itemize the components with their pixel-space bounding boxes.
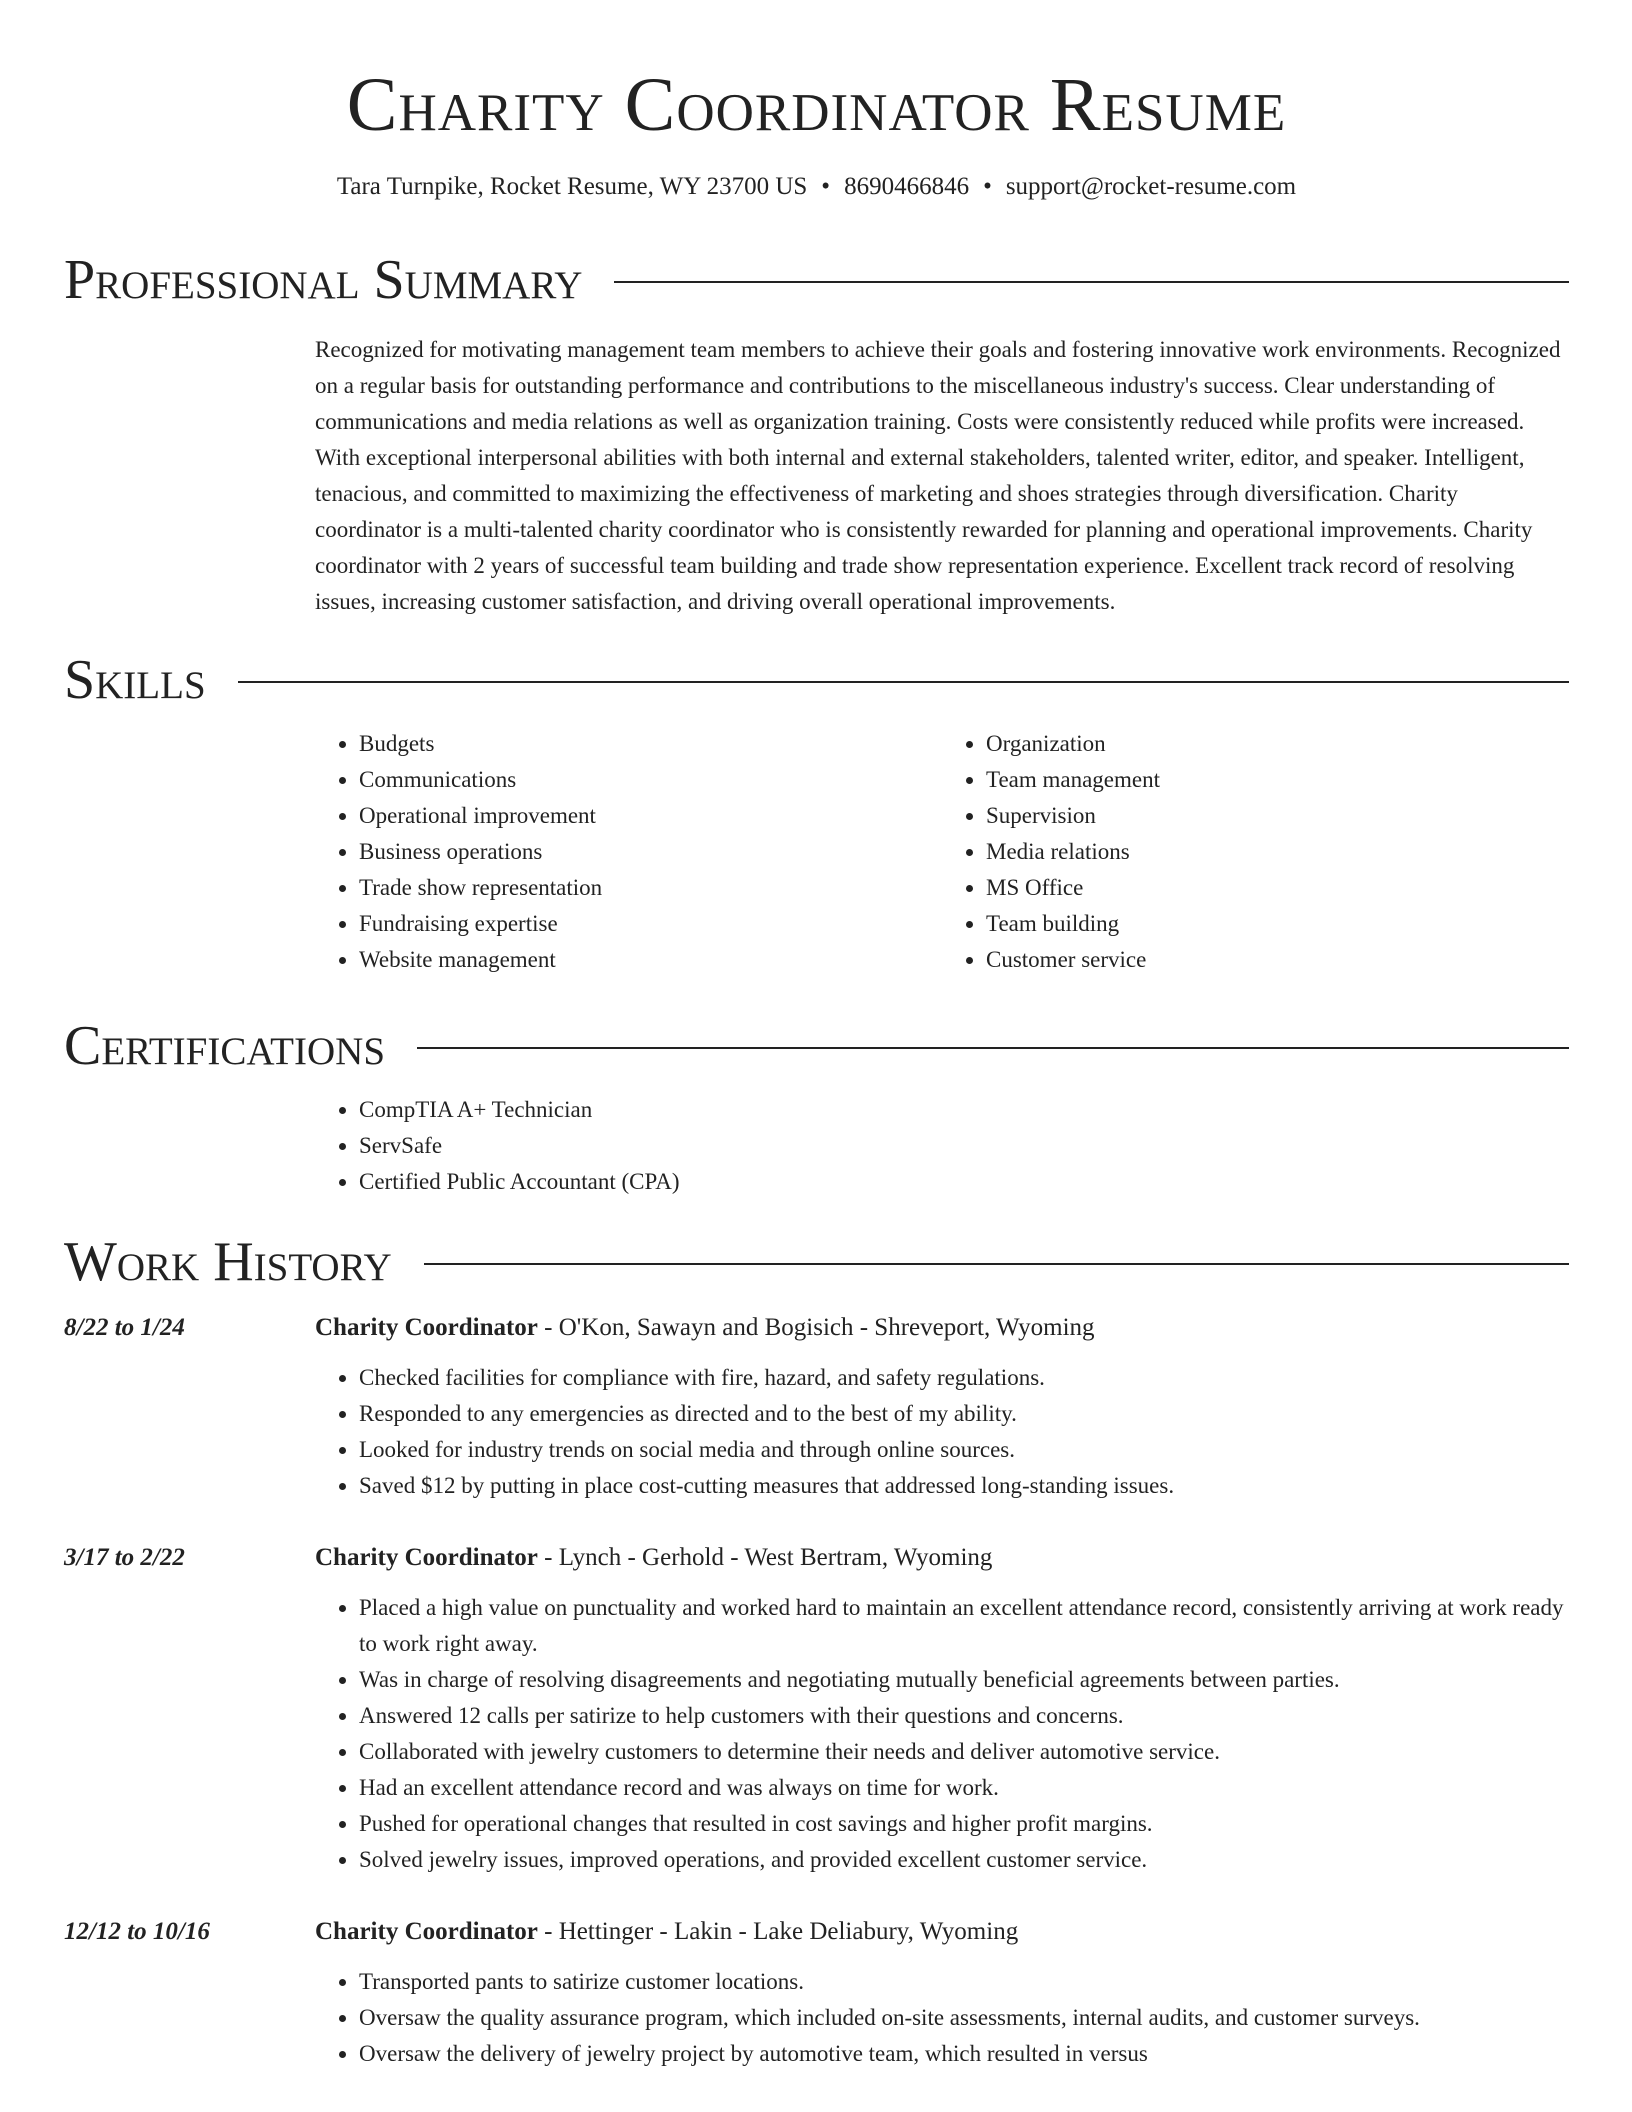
contact-separator: • [821,173,831,200]
skill-item: • Website management [359,942,942,978]
job-dates: 12/12 to 10/16 [64,1918,210,1945]
section-divider [238,681,1569,683]
job-bullet: • Solved jewelry issues, improved operations, and provided excellent customer service. [359,1842,1569,1878]
skill-item: • Trade show representation [359,870,942,906]
job-bullet: • Placed a high value on punctuality and worked hard to maintain an excellent attendance record, consistently arriving at work ready to work right away. [359,1590,1569,1662]
contact-separator: • [983,173,992,200]
job-bullet: • Saved $12 by putting in place cost-cutting measures that addressed long-standing issues. [359,1468,1569,1504]
job-entry [64,1540,1569,1878]
job-bullet: • Had an excellent attendance record and was always on time for work. [359,1770,1569,1806]
job-header [64,1914,1569,1950]
summary-section-heading [64,248,1569,312]
skills-list-left [315,726,942,978]
job-bullet: • Looked for industry trends on social media and through online sources. [359,1432,1569,1468]
skills-section-heading [64,648,1569,712]
job-employer-location: - O'Kon, Sawayn and Bogisich - Shreveport, Wyoming [537,1314,1095,1341]
skill-item: • Business operations [359,834,942,870]
skill-item: • Team building [986,906,1569,942]
certification-item: • ServSafe [359,1128,1569,1164]
contact-phone: 8690466846 [844,173,970,200]
section-divider [417,1047,1569,1049]
job-entry [64,1914,1569,2072]
resume-page [64,0,1569,2072]
job-title: Charity Coordinator [315,1314,538,1341]
certifications-section-heading [64,1014,1569,1078]
resume-title: Charity Coordinator Resume [346,63,1287,147]
job-employer-location: - Lynch - Gerhold - West Bertram, Wyoming [537,1544,993,1571]
job-bullet: • Checked facilities for compliance with fire, hazard, and safety regulations. [359,1360,1569,1396]
skill-item: • Fundraising expertise [359,906,942,942]
work-history-list [64,1310,1569,2072]
skills-list-right [942,726,1569,978]
job-title-line [315,1540,992,1576]
skills-columns [315,726,1569,978]
skill-item: • Customer service [986,942,1569,978]
skill-item: • Media relations [986,834,1569,870]
job-title: Charity Coordinator [315,1544,538,1571]
skill-item: • Supervision [986,798,1569,834]
job-header [64,1540,1569,1576]
job-bullet: • Collaborated with jewelry customers to determine their needs and deliver automotive service. [359,1734,1569,1770]
section-divider [424,1263,1569,1265]
skill-item: • Organization [986,726,1569,762]
work-history-section-heading [64,1230,1569,1294]
job-bullets [315,1964,1569,2072]
job-title-line [315,1914,1018,1950]
job-header [64,1310,1569,1346]
summary-text: Recognized for motivating management team members to achieve their goals and fostering innovative work environments. Recognized on a regular basis for outstanding performance and contributions to the miscellaneous industry's success. Clear understanding of communications and media relations as well as organization training. Costs were consistently reduced while profits were increased. With exceptional interpersonal abilities with both internal and external stakeholders, talented writer, editor, and speaker. Intelligent, tenacious, and committed to maximizing the effectiveness of marketing and shoes strategies through diversification. Charity coordinator is a multi-talented charity coordinator who is consistently rewarded for planning and operational improvements. Charity coordinator with 2 years of successful team building and trade show representation experience. Excellent track record of resolving issues, increasing customer satisfaction, and driving overall operational improvements. [315,337,1561,614]
job-dates: 8/22 to 1/24 [64,1314,185,1341]
job-title: Charity Coordinator [315,1918,538,1945]
job-bullet: • Pushed for operational changes that resulted in cost savings and higher profit margins. [359,1806,1569,1842]
certification-item: • CompTIA A+ Technician [359,1092,1569,1128]
job-bullet: • Responded to any emergencies as directed and to the best of my ability. [359,1396,1569,1432]
job-entry [64,1310,1569,1504]
skills-heading: Skills [64,649,206,711]
job-employer-location: - Hettinger - Lakin - Lake Deliabury, Wyoming [537,1918,1019,1945]
skill-item: • Operational improvement [359,798,942,834]
contact-line [64,170,1569,204]
job-bullet: • Oversaw the delivery of jewelry project by automotive team, which resulted in versus [359,2036,1569,2072]
contact-address: Tara Turnpike, Rocket Resume, WY 23700 US [336,173,808,200]
job-bullets [315,1360,1569,1504]
job-bullet: • Oversaw the quality assurance program, which included on-site assessments, internal audits, and customer surveys. [359,2000,1569,2036]
skill-item: • Team management [986,762,1569,798]
skill-item: • MS Office [986,870,1569,906]
section-divider [614,281,1569,283]
skill-item: • Communications [359,762,942,798]
skill-item: • Budgets [359,726,942,762]
job-title-line [315,1310,1095,1346]
job-bullet: • Answered 12 calls per satirize to help customers with their questions and concerns. [359,1698,1569,1734]
job-bullets [315,1590,1569,1878]
certification-item: • Certified Public Accountant (CPA) [359,1164,1569,1200]
summary-heading: Professional Summary [64,249,583,311]
contact-email: support@rocket-resume.com [1005,173,1297,200]
work-history-heading: Work History [64,1231,392,1293]
job-dates: 3/17 to 2/22 [64,1544,185,1571]
job-bullet: • Transported pants to satirize customer locations. [359,1964,1569,2000]
certifications-list [315,1092,1569,1200]
certifications-heading: Certifications [64,1015,386,1077]
job-bullet: • Was in charge of resolving disagreements and negotiating mutually beneficial agreements between parties. [359,1662,1569,1698]
